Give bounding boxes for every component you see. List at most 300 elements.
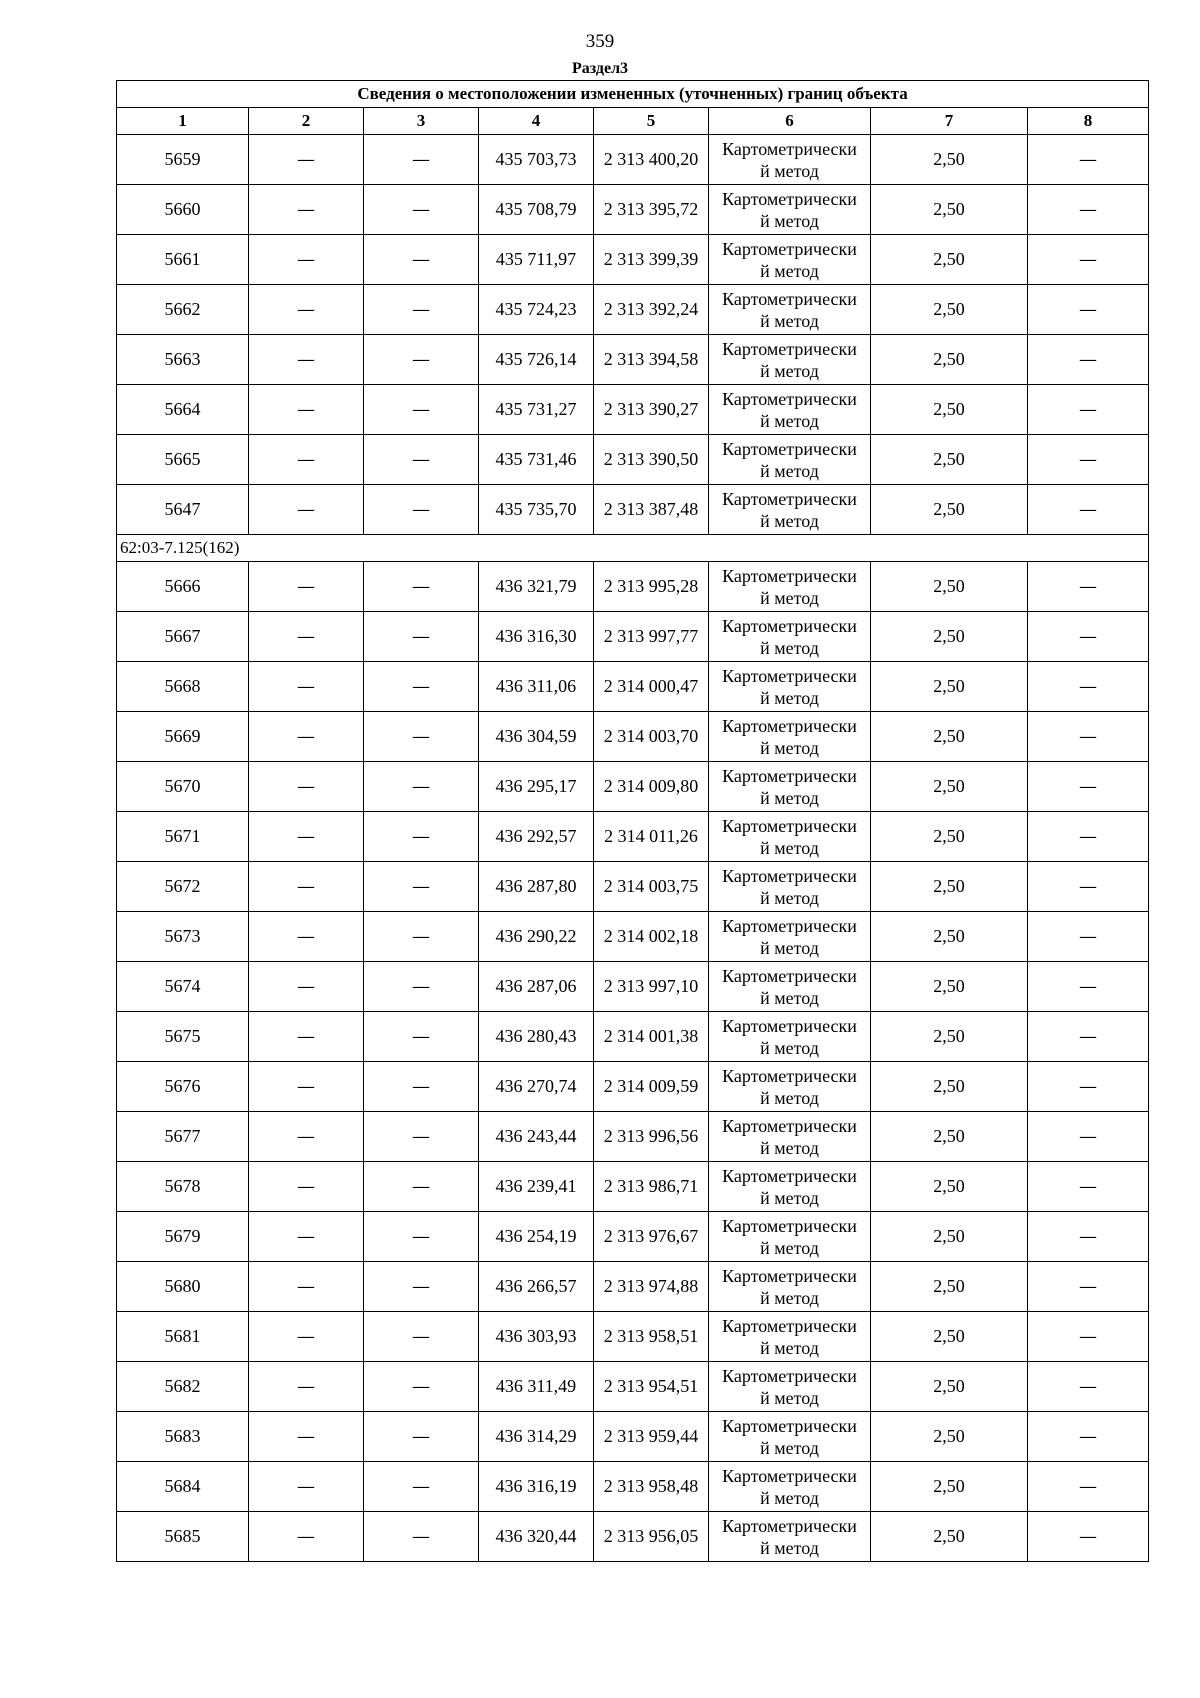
group-row [117, 535, 1149, 562]
method-text-line2: й метод [760, 1237, 819, 1258]
dash-cell: — [249, 1262, 364, 1312]
accuracy-cell: 2,50 [871, 435, 1028, 485]
x-coordinate-cell: 435 724,23 [479, 285, 594, 335]
dash-cell: — [1028, 562, 1149, 612]
accuracy-cell: 2,50 [871, 1512, 1028, 1562]
dash-cell: — [1028, 1112, 1149, 1162]
point-number-cell: 5666 [117, 562, 249, 612]
method-text-line1: Картометрически [722, 715, 857, 736]
page-number: 359 [585, 31, 615, 52]
method-cell [709, 1262, 871, 1312]
method-text-line2: й метод [760, 1037, 819, 1058]
method-cell [709, 1062, 871, 1112]
dash-cell: — [364, 1462, 479, 1512]
point-number-cell: 5664 [117, 385, 249, 435]
y-coordinate-cell: 2 313 995,28 [594, 562, 709, 612]
dash-cell: — [364, 485, 479, 535]
table-row [117, 962, 1149, 1012]
point-number-cell: 5672 [117, 862, 249, 912]
point-number-cell: 5682 [117, 1362, 249, 1412]
column-header: 1 [117, 108, 249, 135]
y-coordinate-cell: 2 313 392,24 [594, 285, 709, 335]
dash-cell: — [249, 185, 364, 235]
boundary-table [116, 80, 1149, 1562]
dash-cell: — [364, 562, 479, 612]
method-text-line1: Картометрически [722, 138, 857, 159]
dash-cell: — [1028, 435, 1149, 485]
y-coordinate-cell: 2 313 394,58 [594, 335, 709, 385]
method-text-line1: Картометрически [722, 1265, 857, 1286]
accuracy-cell: 2,50 [871, 912, 1028, 962]
dash-cell: — [1028, 285, 1149, 335]
table-row [117, 1462, 1149, 1512]
accuracy-cell: 2,50 [871, 1312, 1028, 1362]
method-cell [709, 1362, 871, 1412]
accuracy-cell: 2,50 [871, 862, 1028, 912]
dash-cell: — [1028, 1012, 1149, 1062]
dash-cell: — [249, 1362, 364, 1412]
x-coordinate-cell: 435 703,73 [479, 135, 594, 185]
method-text-line2: й метод [760, 360, 819, 381]
dash-cell: — [1028, 1462, 1149, 1512]
dash-cell: — [1028, 1412, 1149, 1462]
method-text-line1: Картометрически [722, 238, 857, 259]
method-text-line1: Картометрически [722, 1165, 857, 1186]
x-coordinate-cell: 436 266,57 [479, 1262, 594, 1312]
dash-cell: — [249, 1412, 364, 1462]
point-number-cell: 5676 [117, 1062, 249, 1112]
x-coordinate-cell: 436 316,19 [479, 1462, 594, 1512]
point-number-cell: 5668 [117, 662, 249, 712]
y-coordinate-cell: 2 313 387,48 [594, 485, 709, 535]
table-body-block1 [117, 135, 1149, 535]
dash-cell: — [364, 962, 479, 1012]
accuracy-cell: 2,50 [871, 812, 1028, 862]
dash-cell: — [364, 862, 479, 912]
table-body-block2 [117, 562, 1149, 1562]
dash-cell: — [249, 562, 364, 612]
accuracy-cell: 2,50 [871, 1062, 1028, 1112]
point-number-cell: 5660 [117, 185, 249, 235]
dash-cell: — [249, 385, 364, 435]
dash-cell: — [364, 1062, 479, 1112]
dash-cell: — [249, 435, 364, 485]
method-text-line2: й метод [760, 687, 819, 708]
method-text-line1: Картометрически [722, 865, 857, 886]
accuracy-cell: 2,50 [871, 1112, 1028, 1162]
table-row [117, 562, 1149, 612]
y-coordinate-cell: 2 314 003,75 [594, 862, 709, 912]
point-number-cell: 5674 [117, 962, 249, 1012]
accuracy-cell: 2,50 [871, 335, 1028, 385]
point-number-cell: 5673 [117, 912, 249, 962]
x-coordinate-cell: 436 254,19 [479, 1212, 594, 1262]
method-text-line2: й метод [760, 310, 819, 331]
x-coordinate-cell: 436 314,29 [479, 1412, 594, 1462]
dash-cell: — [249, 962, 364, 1012]
dash-cell: — [364, 912, 479, 962]
method-cell [709, 1462, 871, 1512]
point-number-cell: 5679 [117, 1212, 249, 1262]
method-cell [709, 812, 871, 862]
method-text-line1: Картометрически [722, 1115, 857, 1136]
table-row [117, 385, 1149, 435]
method-text-line1: Картометрически [722, 665, 857, 686]
dash-cell: — [249, 135, 364, 185]
dash-cell: — [364, 1512, 479, 1562]
table-row [117, 662, 1149, 712]
dash-cell: — [364, 385, 479, 435]
accuracy-cell: 2,50 [871, 762, 1028, 812]
y-coordinate-cell: 2 314 009,59 [594, 1062, 709, 1112]
point-number-cell: 5685 [117, 1512, 249, 1562]
point-number-cell: 5663 [117, 335, 249, 385]
dash-cell: — [1028, 612, 1149, 662]
table-row [117, 435, 1149, 485]
y-coordinate-cell: 2 313 958,48 [594, 1462, 709, 1512]
method-cell [709, 385, 871, 435]
method-cell [709, 435, 871, 485]
method-text-line2: й метод [760, 937, 819, 958]
table-row [117, 335, 1149, 385]
x-coordinate-cell: 436 304,59 [479, 712, 594, 762]
x-coordinate-cell: 436 270,74 [479, 1062, 594, 1112]
method-text-line2: й метод [760, 1387, 819, 1408]
x-coordinate-cell: 435 711,97 [479, 235, 594, 285]
method-text-line1: Картометрически [722, 765, 857, 786]
method-text-line2: й метод [760, 1287, 819, 1308]
method-text-line2: й метод [760, 460, 819, 481]
dash-cell: — [1028, 1212, 1149, 1262]
dash-cell: — [249, 1012, 364, 1062]
x-coordinate-cell: 435 731,27 [479, 385, 594, 435]
dash-cell: — [364, 1162, 479, 1212]
accuracy-cell: 2,50 [871, 612, 1028, 662]
x-coordinate-cell: 436 280,43 [479, 1012, 594, 1062]
method-cell [709, 662, 871, 712]
x-coordinate-cell: 435 708,79 [479, 185, 594, 235]
y-coordinate-cell: 2 314 000,47 [594, 662, 709, 712]
point-number-cell: 5675 [117, 1012, 249, 1062]
accuracy-cell: 2,50 [871, 485, 1028, 535]
y-coordinate-cell: 2 314 001,38 [594, 1012, 709, 1062]
dash-cell: — [1028, 912, 1149, 962]
point-number-cell: 5680 [117, 1262, 249, 1312]
accuracy-cell: 2,50 [871, 1362, 1028, 1412]
point-number-cell: 5659 [117, 135, 249, 185]
point-number-cell: 5681 [117, 1312, 249, 1362]
dash-cell: — [364, 1112, 479, 1162]
dash-cell: — [1028, 812, 1149, 862]
accuracy-cell: 2,50 [871, 562, 1028, 612]
method-cell [709, 562, 871, 612]
dash-cell: — [1028, 662, 1149, 712]
dash-cell: — [364, 812, 479, 862]
method-cell [709, 762, 871, 812]
method-text-line2: й метод [760, 1187, 819, 1208]
dash-cell: — [1028, 712, 1149, 762]
dash-cell: — [364, 135, 479, 185]
method-text-line2: й метод [760, 1337, 819, 1358]
point-number-cell: 5671 [117, 812, 249, 862]
method-text-line2: й метод [760, 1487, 819, 1508]
y-coordinate-cell: 2 314 003,70 [594, 712, 709, 762]
x-coordinate-cell: 436 316,30 [479, 612, 594, 662]
accuracy-cell: 2,50 [871, 235, 1028, 285]
dash-cell: — [364, 1212, 479, 1262]
dash-cell: — [364, 712, 479, 762]
method-cell [709, 485, 871, 535]
dash-cell: — [364, 435, 479, 485]
x-coordinate-cell: 435 731,46 [479, 435, 594, 485]
method-text-line1: Картометрически [722, 1215, 857, 1236]
dash-cell: — [1028, 1362, 1149, 1412]
y-coordinate-cell: 2 313 395,72 [594, 185, 709, 235]
method-text-line1: Картометрически [722, 1465, 857, 1486]
method-text-line2: й метод [760, 587, 819, 608]
method-text-line2: й метод [760, 837, 819, 858]
method-text-line2: й метод [760, 1087, 819, 1108]
method-text-line1: Картометрически [722, 488, 857, 509]
table-row [117, 185, 1149, 235]
x-coordinate-cell: 436 287,80 [479, 862, 594, 912]
dash-cell: — [1028, 335, 1149, 385]
dash-cell: — [1028, 235, 1149, 285]
x-coordinate-cell: 435 726,14 [479, 335, 594, 385]
method-cell [709, 912, 871, 962]
method-text-line2: й метод [760, 160, 819, 181]
dash-cell: — [364, 335, 479, 385]
dash-cell: — [249, 285, 364, 335]
accuracy-cell: 2,50 [871, 962, 1028, 1012]
point-number-cell: 5665 [117, 435, 249, 485]
x-coordinate-cell: 436 311,06 [479, 662, 594, 712]
method-text-line1: Картометрически [722, 615, 857, 636]
table-caption: Сведения о местоположении измененных (уточненных) границ объекта [117, 81, 1149, 108]
point-number-cell: 5662 [117, 285, 249, 335]
accuracy-cell: 2,50 [871, 385, 1028, 435]
dash-cell: — [1028, 1312, 1149, 1362]
table-row [117, 1262, 1149, 1312]
dash-cell: — [1028, 1162, 1149, 1212]
x-coordinate-cell: 436 303,93 [479, 1312, 594, 1362]
y-coordinate-cell: 2 313 959,44 [594, 1412, 709, 1462]
method-text-line2: й метод [760, 210, 819, 231]
y-coordinate-cell: 2 313 399,39 [594, 235, 709, 285]
dash-cell: — [1028, 485, 1149, 535]
dash-cell: — [249, 812, 364, 862]
method-text-line1: Картометрически [722, 188, 857, 209]
y-coordinate-cell: 2 313 976,67 [594, 1212, 709, 1262]
dash-cell: — [364, 235, 479, 285]
x-coordinate-cell: 436 290,22 [479, 912, 594, 962]
method-cell [709, 862, 871, 912]
method-text-line2: й метод [760, 410, 819, 431]
dash-cell: — [364, 1012, 479, 1062]
method-text-line1: Картометрически [722, 388, 857, 409]
dash-cell: — [364, 1362, 479, 1412]
method-cell [709, 1212, 871, 1262]
point-number-cell: 5661 [117, 235, 249, 285]
point-number-cell: 5677 [117, 1112, 249, 1162]
method-text-line2: й метод [760, 260, 819, 281]
method-text-line1: Картометрически [722, 1415, 857, 1436]
x-coordinate-cell: 436 320,44 [479, 1512, 594, 1562]
dash-cell: — [1028, 862, 1149, 912]
dash-cell: — [249, 662, 364, 712]
method-text-line1: Картометрически [722, 288, 857, 309]
dash-cell: — [249, 1462, 364, 1512]
accuracy-cell: 2,50 [871, 1162, 1028, 1212]
y-coordinate-cell: 2 313 986,71 [594, 1162, 709, 1212]
dash-cell: — [364, 1412, 479, 1462]
method-text-line2: й метод [760, 787, 819, 808]
accuracy-cell: 2,50 [871, 712, 1028, 762]
y-coordinate-cell: 2 314 009,80 [594, 762, 709, 812]
dash-cell: — [249, 235, 364, 285]
method-text-line2: й метод [760, 637, 819, 658]
point-number-cell: 5684 [117, 1462, 249, 1512]
y-coordinate-cell: 2 313 958,51 [594, 1312, 709, 1362]
y-coordinate-cell: 2 313 390,27 [594, 385, 709, 435]
y-coordinate-cell: 2 314 002,18 [594, 912, 709, 962]
method-text-line1: Картометрически [722, 815, 857, 836]
table-row [117, 235, 1149, 285]
dash-cell: — [249, 1112, 364, 1162]
method-text-line2: й метод [760, 510, 819, 531]
dash-cell: — [1028, 1062, 1149, 1112]
method-text-line2: й метод [760, 737, 819, 758]
method-text-line1: Картометрически [722, 1015, 857, 1036]
method-text-line1: Картометрически [722, 438, 857, 459]
method-text-line1: Картометрически [722, 965, 857, 986]
column-header: 4 [479, 108, 594, 135]
accuracy-cell: 2,50 [871, 1012, 1028, 1062]
dash-cell: — [249, 862, 364, 912]
dash-cell: — [249, 1162, 364, 1212]
x-coordinate-cell: 436 321,79 [479, 562, 594, 612]
point-number-cell: 5683 [117, 1412, 249, 1462]
point-number-cell: 5647 [117, 485, 249, 535]
table-row [117, 1062, 1149, 1112]
accuracy-cell: 2,50 [871, 1262, 1028, 1312]
table-row [117, 862, 1149, 912]
table-row [117, 1362, 1149, 1412]
accuracy-cell: 2,50 [871, 662, 1028, 712]
column-header: 8 [1028, 108, 1149, 135]
method-text-line2: й метод [760, 1437, 819, 1458]
method-text-line1: Картометрически [722, 1365, 857, 1386]
method-cell [709, 612, 871, 662]
method-cell [709, 285, 871, 335]
y-coordinate-cell: 2 313 390,50 [594, 435, 709, 485]
dash-cell: — [1028, 185, 1149, 235]
y-coordinate-cell: 2 313 956,05 [594, 1512, 709, 1562]
method-text-line1: Картометрически [722, 1315, 857, 1336]
dash-cell: — [249, 485, 364, 535]
method-text-line2: й метод [760, 1137, 819, 1158]
y-coordinate-cell: 2 314 011,26 [594, 812, 709, 862]
accuracy-cell: 2,50 [871, 185, 1028, 235]
method-cell [709, 1412, 871, 1462]
method-cell [709, 235, 871, 285]
y-coordinate-cell: 2 313 974,88 [594, 1262, 709, 1312]
dash-cell: — [364, 1262, 479, 1312]
dash-cell: — [249, 712, 364, 762]
table-row [117, 612, 1149, 662]
dash-cell: — [1028, 762, 1149, 812]
column-header: 2 [249, 108, 364, 135]
accuracy-cell: 2,50 [871, 1412, 1028, 1462]
table-row [117, 1312, 1149, 1362]
x-coordinate-cell: 436 239,41 [479, 1162, 594, 1212]
method-text-line2: й метод [760, 887, 819, 908]
group-section [117, 535, 1149, 562]
dash-cell: — [364, 185, 479, 235]
y-coordinate-cell: 2 313 400,20 [594, 135, 709, 185]
point-number-cell: 5669 [117, 712, 249, 762]
method-cell [709, 135, 871, 185]
table-row [117, 1112, 1149, 1162]
x-coordinate-cell: 436 311,49 [479, 1362, 594, 1412]
y-coordinate-cell: 2 313 997,77 [594, 612, 709, 662]
dash-cell: — [249, 912, 364, 962]
dash-cell: — [364, 612, 479, 662]
method-text-line1: Картометрически [722, 1065, 857, 1086]
table-row [117, 1412, 1149, 1462]
dash-cell: — [249, 1212, 364, 1262]
method-text-line1: Картометрически [722, 338, 857, 359]
y-coordinate-cell: 2 313 996,56 [594, 1112, 709, 1162]
table-row [117, 485, 1149, 535]
table-row [117, 812, 1149, 862]
dash-cell: — [364, 1312, 479, 1362]
method-cell [709, 335, 871, 385]
dash-cell: — [1028, 1512, 1149, 1562]
method-cell [709, 1312, 871, 1362]
group-label: 62:03-7.125(162) [117, 535, 1149, 562]
dash-cell: — [249, 612, 364, 662]
point-number-cell: 5678 [117, 1162, 249, 1212]
dash-cell: — [364, 762, 479, 812]
table-row [117, 1512, 1149, 1562]
method-text-line1: Картометрически [722, 915, 857, 936]
dash-cell: — [249, 762, 364, 812]
y-coordinate-cell: 2 313 954,51 [594, 1362, 709, 1412]
method-cell [709, 962, 871, 1012]
dash-cell: — [1028, 1262, 1149, 1312]
column-header: 6 [709, 108, 871, 135]
dash-cell: — [1028, 962, 1149, 1012]
y-coordinate-cell: 2 313 997,10 [594, 962, 709, 1012]
method-cell [709, 1162, 871, 1212]
x-coordinate-cell: 436 295,17 [479, 762, 594, 812]
method-cell [709, 185, 871, 235]
dash-cell: — [249, 1062, 364, 1112]
dash-cell: — [364, 662, 479, 712]
method-cell [709, 1112, 871, 1162]
column-header: 7 [871, 108, 1028, 135]
x-coordinate-cell: 436 287,06 [479, 962, 594, 1012]
x-coordinate-cell: 436 243,44 [479, 1112, 594, 1162]
column-header: 3 [364, 108, 479, 135]
accuracy-cell: 2,50 [871, 1212, 1028, 1262]
x-coordinate-cell: 435 735,70 [479, 485, 594, 535]
table-row [117, 135, 1149, 185]
dash-cell: — [1028, 385, 1149, 435]
point-number-cell: 5667 [117, 612, 249, 662]
table-row [117, 712, 1149, 762]
